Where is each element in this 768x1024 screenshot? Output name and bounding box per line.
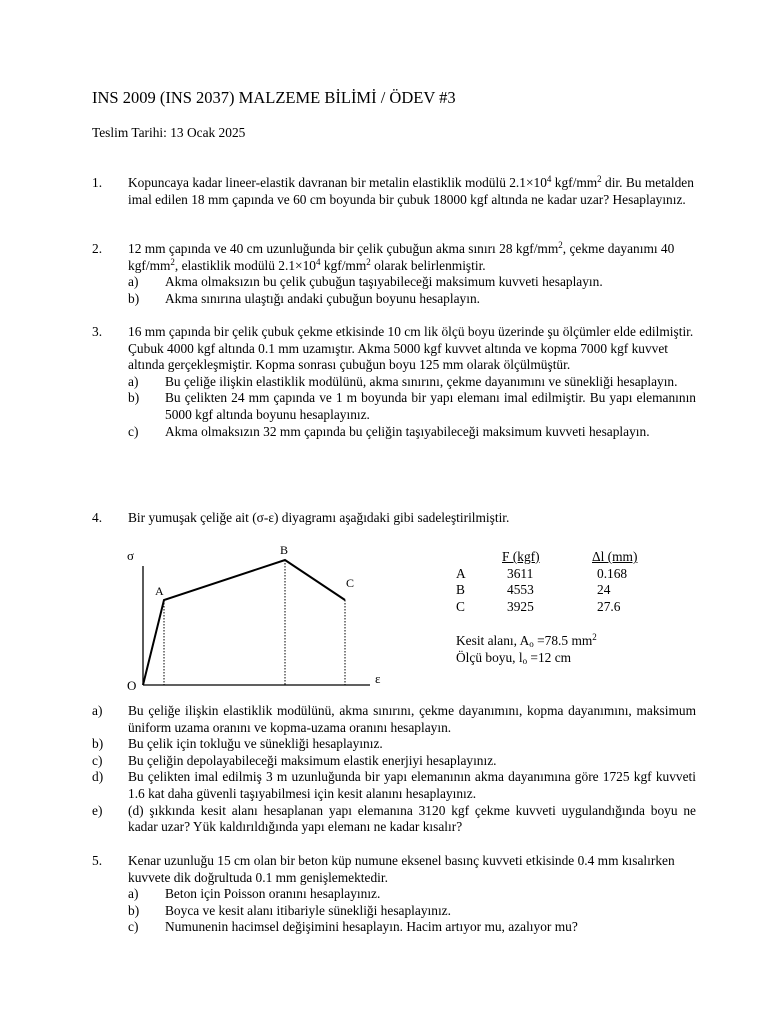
row-force: 4553 — [507, 582, 534, 597]
q5-paragraph: Kenar uzunluğu 15 cm olan bir beton küp numune eksenel basınç kuvveti etkisinde 0.4 mm kısalırken kuvvete dik doğrultuda 0.1 mm genişlemektedir. — [128, 853, 675, 885]
q5-item-label: c) — [128, 919, 139, 935]
q3-item-c — [128, 424, 696, 441]
document-title: INS 2009 (INS 2037) MALZEME BİLİMİ / ÖDEV #3 — [92, 88, 456, 107]
area-text: =78.5 mm — [533, 633, 593, 648]
q5-item-label: a) — [128, 886, 139, 902]
length-text: Ölçü boyu, l — [456, 650, 523, 665]
row-point: B — [456, 582, 465, 597]
q4-item-e — [92, 803, 696, 836]
q4-item-label: a) — [92, 703, 103, 718]
q5-number: 5. — [92, 853, 103, 868]
q2-text-part: 12 mm çapında ve 40 cm uzunluğunda bir çelik çubuğun akma sınırı 28 kgf/mm — [128, 241, 559, 256]
q2-item-a — [128, 274, 696, 291]
q2-sup: 2 — [366, 256, 371, 267]
q3-item-label: c) — [128, 423, 139, 439]
q2-paragraph — [128, 241, 696, 274]
q2-item-text: Akma olmaksızın bu çelik çubuğun taşıyabileceği maksimum kuvveti hesaplayın. — [165, 274, 603, 290]
q4-item-d — [92, 769, 696, 802]
q3-item-a — [128, 374, 696, 391]
stress-strain-curve — [143, 560, 345, 685]
q4-item-text: Bu çeliğe ilişkin elastiklik modülünü, akma sınırını, çekme dayanımını, kopma dayanımını, maksimum üniform uzama oranını ve kopma-uzama oranını hesaplayın. — [128, 703, 696, 735]
q4-item-text: (d) şıkkında kesit alanı hesaplanan yapı elemanına 3120 kgf çekme kuvveti uygulandığında boyu ne kadar uzar? Yük kaldırıldığında yapı elemanı ne kadar kısalır? — [128, 802, 696, 835]
q2-item-label: a) — [128, 274, 139, 290]
q1-text-part: Kopuncaya kadar lineer-elastik davranan bir metalin elastiklik modülü 2.1×10 — [128, 175, 547, 190]
q2-item-text: Akma sınırına ulaştığı andaki çubuğun boyunu hesaplayın. — [165, 290, 480, 306]
q1-paragraph — [128, 175, 696, 208]
gauge-length — [456, 650, 571, 667]
q2-text — [128, 241, 696, 307]
q4-item-a — [92, 703, 696, 736]
q4-text: Bir yumuşak çeliğe ait (σ-ε) diyagramı aşağıdaki gibi sadeleştirilmiştir. — [128, 510, 510, 525]
area-sub: o — [529, 639, 534, 649]
q1-sup: 2 — [597, 174, 602, 184]
row-elongation: 0.168 — [597, 566, 628, 581]
row-elongation: 27.6 — [597, 599, 621, 614]
q4-item-label: b) — [92, 736, 104, 752]
point-b-label: B — [280, 543, 289, 557]
q4-sub-questions — [92, 703, 696, 836]
header-force: F (kgf) — [502, 549, 540, 564]
q2-number: 2. — [92, 241, 103, 256]
q2-text-part: , çekme dayanımı 40 kgf/mm — [128, 241, 675, 273]
q4-item-text: Bu çelikten imal edilmiş 3 m uzunluğunda bir yapı elemanının akma dayanımına göre 1725 kgf kuvveti 1.6 kat daha güvenli taşıyabilmesi için kesit alanını hesaplayınız. — [128, 769, 696, 801]
due-date: Teslim Tarihi: 13 Ocak 2025 — [92, 125, 246, 140]
row-point: C — [456, 599, 465, 614]
q5-item-text: Boyca ve kesit alanı itibariyle sünekliği hesaplayınız. — [165, 902, 451, 918]
q2-text-part: , elastiklik modülü 2.1×10 — [174, 257, 316, 273]
q1-sup: 4 — [546, 174, 552, 184]
row-elongation: 24 — [597, 582, 611, 597]
point-c-label: C — [346, 576, 355, 590]
point-a-label: A — [155, 584, 164, 598]
q4-item-b — [92, 736, 696, 753]
q2-sup: 4 — [316, 256, 321, 267]
row-point: A — [456, 566, 466, 581]
stress-strain-diagram — [115, 538, 405, 700]
q5-item-b — [128, 903, 696, 920]
q4-item-label: d) — [92, 769, 104, 785]
area-text: Kesit alanı, A — [456, 633, 530, 648]
q2-sup: 2 — [558, 240, 563, 250]
q3-text — [128, 324, 696, 440]
area-sup: 2 — [592, 632, 597, 642]
q4-item-c — [92, 753, 696, 770]
q1-text — [128, 175, 696, 208]
q4-item-text: Bu çeliğin depolayabileceği maksimum elastik enerjiyi hesaplayınız. — [128, 752, 497, 768]
q5-item-label: b) — [128, 902, 140, 918]
q5-item-text: Numunenin hacimsel değişimini hesaplayın. Hacim artıyor mu, azalıyor mu? — [165, 919, 578, 935]
q3-paragraph: 16 mm çapında bir çelik çubuk çekme etkisinde 10 cm lik ölçü boyu üzerinde şu ölçümler elde edilmiştir. Çubuk 4000 kgf altında 0.1 mm uzamıştır. Akma 5000 kgf kuvvet altında ve kopma 7000 kgf kuvvet altında gerçekleşmiştir. Kopma sonrası çubuğun boyu 125 mm olarak ölçülmüştür. — [128, 324, 694, 373]
q4-number: 4. — [92, 510, 103, 525]
q5-item-text: Beton için Poisson oranını hesaplayınız. — [165, 886, 381, 902]
q3-item-label: b) — [128, 390, 140, 406]
epsilon-label: ε — [375, 671, 381, 686]
q2-text-part: olarak belirlenmiştir. — [370, 257, 486, 273]
q4-item-label: c) — [92, 752, 103, 768]
header-elongation: Δl (mm) — [592, 549, 638, 564]
q3-item-text: Bu çeliğe ilişkin elastiklik modülünü, akma sınırını, çekme dayanımını ve sünekliği hesaplayın. — [165, 373, 678, 389]
q2-item-b — [128, 291, 696, 308]
length-sub: o — [522, 656, 528, 666]
q3-number: 3. — [92, 324, 103, 339]
length-text: =12 cm — [527, 650, 572, 665]
q4-item-text: Bu çelik için tokluğu ve sünekliği hesaplayınız. — [128, 736, 383, 752]
cross-section-area — [456, 633, 597, 650]
sigma-label: σ — [127, 548, 135, 563]
q4-item-label: e) — [92, 802, 103, 818]
q3-item-text: Bu çelikten 24 mm çapında ve 1 m boyunda bir yapı elemanı imal edilmiştir. Bu yapı elemanının 5000 kgf altında boyunu hesaplayınız. — [165, 390, 696, 422]
q3-item-text: Akma olmaksızın 32 mm çapında bu çeliğin taşıyabileceği maksimum kuvveti hesaplayın. — [165, 423, 650, 439]
q2-sup: 2 — [170, 256, 175, 267]
q2-item-label: b) — [128, 290, 140, 306]
q5-item-c — [128, 919, 696, 936]
origin-label: O — [127, 678, 137, 693]
q3-item-label: a) — [128, 373, 139, 389]
q5-item-a — [128, 886, 696, 903]
q1-text-part: kgf/mm — [551, 175, 598, 190]
q2-text-part: kgf/mm — [320, 257, 367, 273]
q1-text-part: dir. Bu metalden imal edilen 18 mm çapında ve 60 cm boyunda bir çubuk 18000 kgf altında ne kadar uzar? Hesaplayınız. — [128, 175, 694, 207]
q3-item-b — [128, 390, 696, 423]
q1-number: 1. — [92, 175, 103, 190]
row-force: 3611 — [507, 566, 534, 581]
q5-text — [128, 853, 696, 936]
row-force: 3925 — [507, 599, 534, 614]
